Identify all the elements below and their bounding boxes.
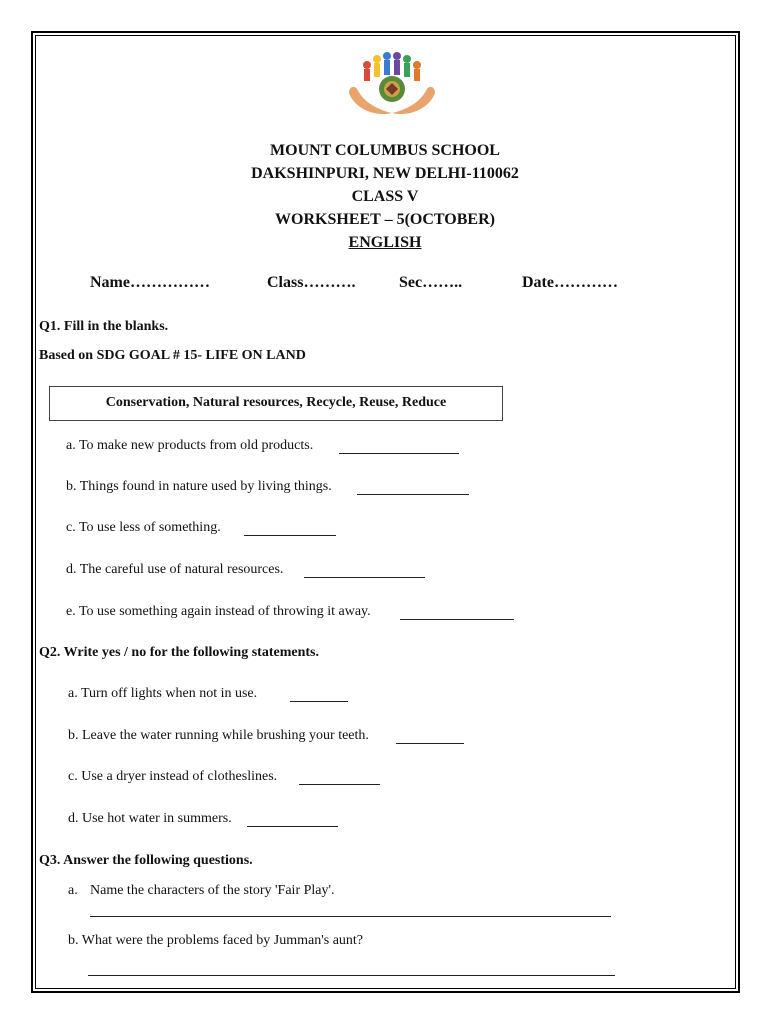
q2-item-a: a. Turn off lights when not in use. (68, 686, 258, 701)
q2-answer-blank-d[interactable] (247, 826, 338, 827)
q1-item-b: b. Things found in nature used by living things. (66, 479, 332, 494)
q3-title: Q3. Answer the following questions. (39, 853, 253, 868)
q2-answer-blank-c[interactable] (299, 784, 380, 785)
q1-answer-blank-a[interactable] (339, 453, 459, 454)
q1-answer-blank-d[interactable] (304, 577, 425, 578)
date-field[interactable]: Date………… (522, 274, 618, 291)
school-name: MOUNT COLUMBUS SCHOOL (270, 142, 500, 159)
q2-item-b: b. Leave the water running while brushing your teeth. (68, 728, 369, 743)
q1-item-e: e. To use something again instead of throwing it away. (66, 604, 371, 619)
section-field[interactable]: Sec…….. (399, 274, 463, 291)
word-box-text: Conservation, Natural resources, Recycle, Reuse, Reduce (105, 395, 447, 410)
q1-title: Q1. Fill in the blanks. (39, 319, 169, 334)
q2-answer-blank-b[interactable] (396, 743, 464, 744)
school-address: DAKSHINPURI, NEW DELHI-110062 (251, 165, 519, 182)
class-field[interactable]: Class………. (267, 274, 356, 291)
q2-answer-blank-a[interactable] (290, 701, 348, 702)
q1-subtitle: Based on SDG GOAL # 15- LIFE ON LAND (39, 348, 306, 363)
q3-item-a-marker: a. (68, 883, 78, 898)
worksheet-header (0, 139, 770, 254)
q3-item-a: Name the characters of the story 'Fair Play'. (90, 883, 335, 898)
name-field[interactable]: Name…………… (90, 274, 210, 291)
q1-item-d: d. The careful use of natural resources. (66, 562, 284, 577)
q2-item-c: c. Use a dryer instead of clotheslines. (68, 769, 278, 784)
q1-item-c: c. To use less of something. (66, 520, 221, 535)
word-box (49, 386, 503, 421)
q1-answer-blank-c[interactable] (244, 535, 336, 536)
q3-item-b: b. What were the problems faced by Jumman's aunt? (68, 933, 364, 948)
subject-title: ENGLISH (348, 234, 422, 251)
q1-answer-blank-b[interactable] (357, 494, 469, 495)
school-logo (345, 49, 439, 121)
q3-answer-line-b[interactable] (88, 975, 615, 976)
q1-answer-blank-e[interactable] (400, 619, 514, 620)
q1-item-a: a. To make new products from old products. (66, 438, 314, 453)
q2-title: Q2. Write yes / no for the following statements. (39, 645, 319, 660)
q2-item-d: d. Use hot water in summers. (68, 811, 232, 826)
q3-answer-line-a[interactable] (90, 916, 611, 917)
worksheet-title: WORKSHEET – 5(OCTOBER) (275, 211, 495, 228)
class-title: CLASS V (351, 188, 419, 205)
